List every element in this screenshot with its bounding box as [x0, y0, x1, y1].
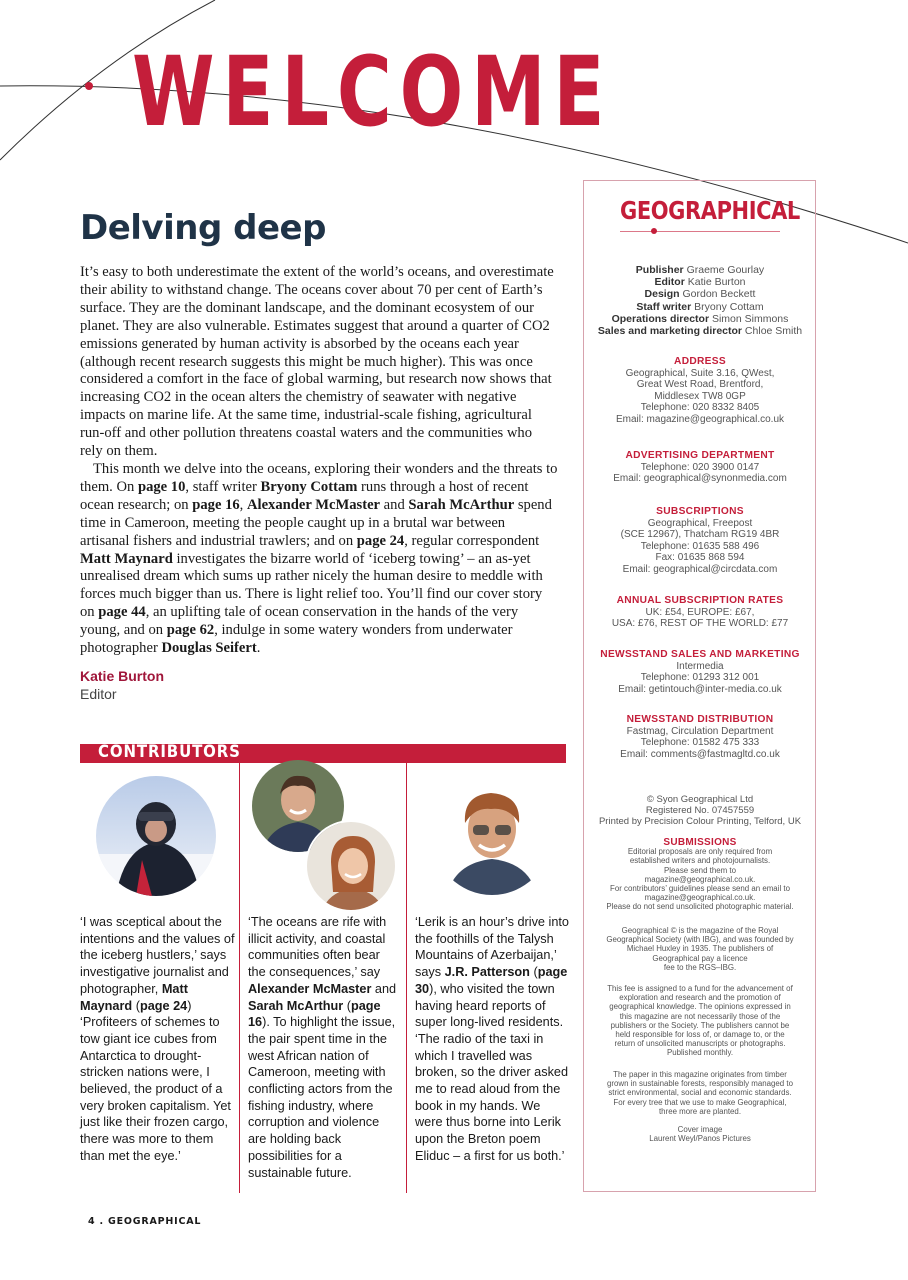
page-footer: 4 . GEOGRAPHICAL — [88, 1216, 202, 1227]
fund-section: This fee is assigned to a fund for the advancement of exploration and research and the promotion of geographical knowledge. The opinions expressed in this magazine are not necessarily those of the publishers or the Society. The publishers cannot be held responsible for loss of, or damage to, or the return of unsolicited manuscripts or photographs. Published monthly. — [607, 984, 793, 1058]
cover-credit: Cover image Laurent Weyl/Panos Pictures — [649, 1125, 751, 1144]
rgs-section: Geographical © is the magazine of the Royal Geographical Society (with IBG), and was founded by Michael Huxley in 1935. The publishers of Geographical pay a licence fee to the RGS–IBG. — [606, 926, 794, 972]
staff-line: Design Gordon Beckett — [644, 288, 756, 301]
column-divider — [239, 763, 240, 1193]
staff-line: Sales and marketing director Chloe Smith — [597, 325, 803, 338]
column-divider — [406, 763, 407, 1193]
article-headline: Delving deep — [80, 208, 326, 248]
advertising-section: ADVERTISING DEPARTMENT Telephone: 020 3900 0147 Email: geographical@synonmedia.com — [613, 450, 787, 485]
submissions-section: SUBMISSIONS Editorial proposals are only required from established writers and photojournalists. Please send them to magazine@geographical.co.uk. For contributors’ guidelines please send an email to magazine@geographical.co.uk. Please do not send unsolicited photographic material. — [606, 837, 794, 912]
staff-line: Staff writer Bryony Cottam — [636, 300, 764, 313]
contributor-photo-sarah-mcarthur — [305, 820, 397, 912]
paragraph-1: It’s easy to both underestimate the extent of the world’s oceans, and overestimate their ability to withstand change. The oceans cover about 70 per cent of Earth’s surface. They are the dominant landscape, and the dominant ecosystem of our planet. They are also vulnerable. Estimates suggest that around a quarter of CO2 emissions generated by human activity is absorbed by the oceans each year (although recent research suggests this might be much higher). This was once considered a comfort in the face of global warming, but research now shows that increasing CO2 in the ocean alters the chemistry of seawater with negative impacts on marine life. At the same time, industrial-scale fishing, agricultural run-off and other pollution threatens coastal waters and the communities who rely on them. — [80, 264, 554, 460]
subscriptions-section: SUBSCRIPTIONS Geographical, Freepost (SCE 12967), Thatcham RG19 4BR Telephone: 01635 588 496 Fax: 01635 868 594 Email: geographical@circdata.com — [620, 506, 780, 575]
geographical-logo: GEOGRAPHICAL — [620, 196, 800, 225]
paragraph-2: This month we delve into the oceans, exploring their wonders and the threats to them. On page 10, staff writer Bryony Cottam runs through a host of recent ocean research; on page 16, Alexander McMaster and Sarah McArthur spend time in Cameroon, meeting the people caught up in a brutal war between artisanal fishers and industrial trawlers; and on page 24, regular correspondent Matt Maynard investigates the bizarre world of ‘iceberg towing’ – an as-yet unrealised dream which sums up rather nicely the human desire to meddle with forces much bigger than us. There is light relief too. You’ll find our cover story on page 44, an uplifting tale of ocean conservation in the hands of the very young, and on page 62, indulge in some watery wonders from underwater photographer Douglas Seifert. — [80, 460, 558, 657]
logo-rule — [620, 231, 780, 232]
newsstand-sales-section: NEWSSTAND SALES AND MARKETING Intermedia Telephone: 01293 312 001 Email: getintouch@inter-media.co.uk — [600, 649, 800, 695]
staff-list — [592, 264, 808, 337]
staff-line: Operations director Simon Simmons — [611, 312, 789, 325]
contributor-quote-3: ‘Lerik is an hour’s drive into the foothills of the Talysh Mountains of Azerbaijan,’ says J.R. Patterson (page 30), who visited the town having heard reports of super long-lived residents. ‘The radio of the taxi in which I travelled was broken, so the driver asked me to read aloud from the book in my hands. We were thus borne into Lerik upon the Breton poem Eliduc – a first for us both.’ — [415, 915, 569, 1163]
contributor-quote-2: ‘The oceans are rife with illicit activity, and coastal communities often bear the consequences,’ say Alexander McMaster and Sarah McArthur (page 16). To highlight the issue, the pair spent time in the west African nation of Cameroon, meeting with conflicting actors from the fishing industry, where corruption and violence are holding back possibilities for a sustainable future. — [248, 915, 397, 1180]
newsstand-distribution-section: NEWSSTAND DISTRIBUTION Fastmag, Circulation Department Telephone: 01582 475 333 Email: comments@fastmagltd.co.uk — [620, 714, 780, 760]
rates-section: ANNUAL SUBSCRIPTION RATES UK: £54, EUROPE: £67, USA: £76, REST OF THE WORLD: £77 — [611, 595, 789, 630]
contributor-quote-1: ‘I was sceptical about the intentions and the values of the iceberg hustlers,’ says investigative journalist and photographer, Matt Maynard (page 24) ‘Profiteers of schemes to tow giant ice cubes from Antarctica to drought-stricken nations were, I believed, the product of a very broken capitalism. Yet just like their frozen cargo, there was more to them than met the eye.’ — [80, 915, 235, 1163]
paper-section: The paper in this magazine originates from timber grown in sustainable forests, responsibly managed to strict environmental, social and economic standards. For every tree that we use to make Geographical, three more are planted. — [607, 1070, 793, 1116]
logo-dot-icon — [651, 228, 657, 234]
address-section: ADDRESS Geographical, Suite 3.16, QWest, Great West Road, Brentford, Middlesex TW8 0GP Telephone: 020 8332 8405 Email: magazine@geographical.co.uk — [615, 356, 785, 425]
contributor-photo-matt-maynard — [96, 776, 216, 896]
legal-section: © Syon Geographical Ltd Registered No. 07457559 Printed by Precision Colour Printing, Telford, UK — [598, 794, 802, 827]
staff-line: Editor Katie Burton — [654, 276, 746, 289]
staff-line: Publisher Graeme Gourlay — [635, 264, 765, 276]
signature-name: Katie Burton — [80, 668, 164, 684]
contributors-title: CONTRIBUTORS — [98, 742, 241, 762]
signature-role: Editor — [80, 686, 117, 702]
page-title: WELCOME — [132, 36, 613, 148]
contributor-photo-jr-patterson — [433, 777, 551, 895]
editorial-text — [80, 264, 558, 658]
